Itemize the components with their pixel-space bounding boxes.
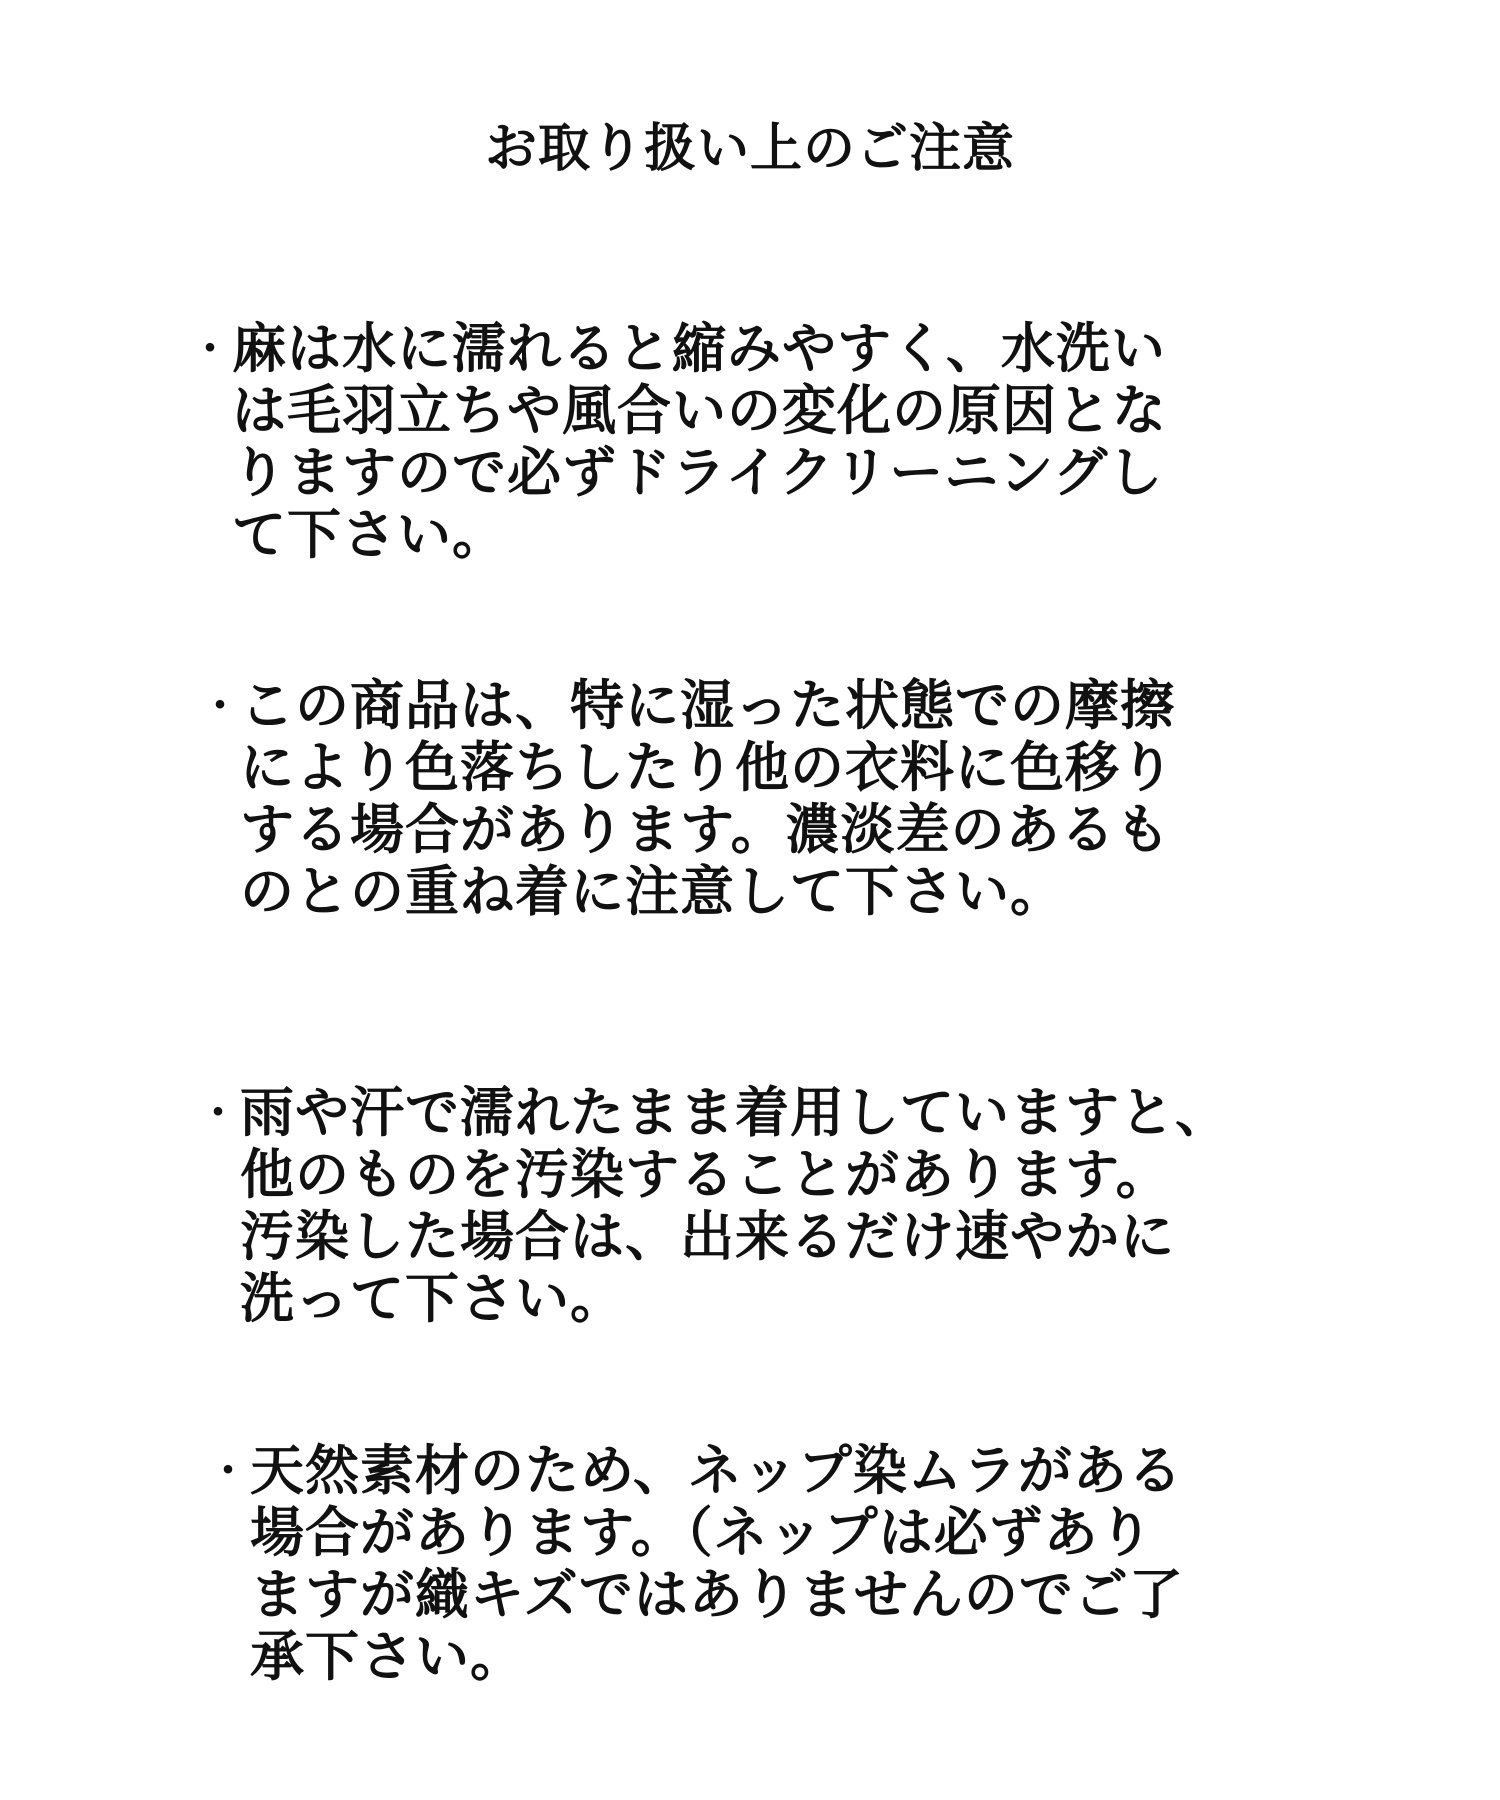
caution-note-3 <box>198 1081 1230 1330</box>
note-line: 麻は水に濡れると縮みやすく、水洗い <box>232 317 1166 380</box>
page-title: お取り扱い上のご注意 <box>484 118 1015 179</box>
bullet-icon: ・ <box>208 1448 248 1494</box>
note-line: 承下さい。 <box>250 1625 525 1688</box>
bullet-icon: ・ <box>198 1090 238 1136</box>
note-line: は毛羽立ちや風合いの変化の原因とな <box>232 379 1167 442</box>
note-line: 場合があります。（ネップは必ずあり <box>250 1501 1154 1564</box>
note-line: のとの重ね着に注意して下さい。 <box>240 860 1065 923</box>
note-line: て下さい。 <box>232 503 507 566</box>
bullet-icon: ・ <box>200 683 240 729</box>
note-line: する場合があります。濃淡差のあるも <box>240 798 1171 861</box>
note-line: ますが織キズではありませんのでご了 <box>250 1563 1184 1626</box>
caution-note-4 <box>208 1439 1184 1688</box>
note-line: この商品は、特に湿った状態での摩擦 <box>240 674 1175 737</box>
note-line: りますので必ずドライクリーニングし <box>232 441 1164 504</box>
note-line: 汚染した場合は、出来るだけ速やかに <box>240 1205 1175 1268</box>
note-line: 他のものを汚染することがあります。 <box>240 1143 1171 1206</box>
caution-note-2 <box>200 674 1175 923</box>
note-line: 雨や汗で濡れたまま着用していますと、 <box>240 1081 1230 1144</box>
note-line: 洗って下さい。 <box>240 1267 625 1330</box>
note-line: により色落ちしたり他の衣料に色移り <box>240 736 1175 799</box>
bullet-icon: ・ <box>190 326 230 372</box>
caution-note-1 <box>190 317 1167 566</box>
note-line: 天然素材のため、ネップ染ムラがある <box>250 1439 1183 1502</box>
